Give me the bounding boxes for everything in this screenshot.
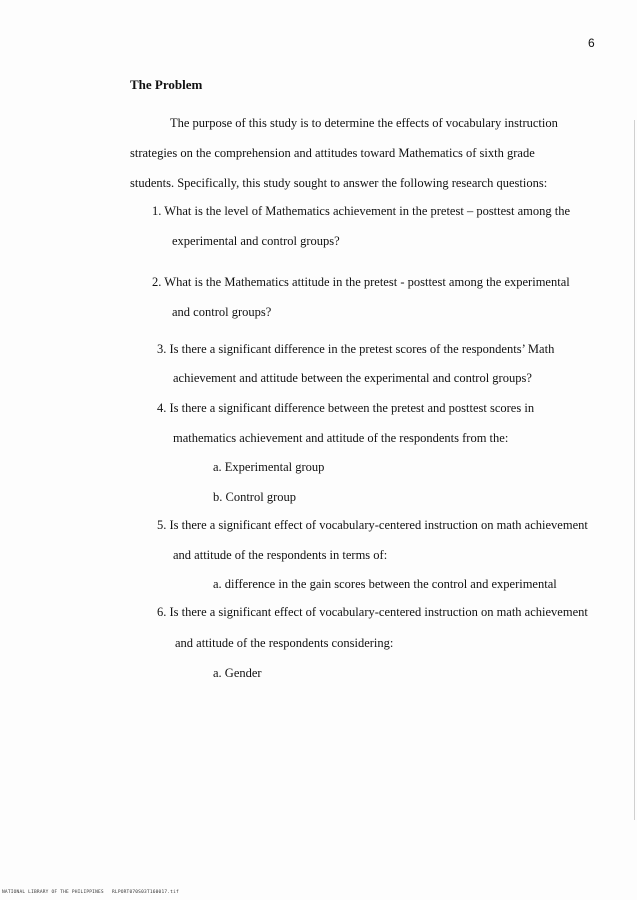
question-6-sub-a: a. Gender	[213, 666, 262, 680]
question-3-line-2: achievement and attitude between the experimental and control groups?	[173, 371, 532, 385]
page-number: 6	[588, 36, 595, 50]
question-6-line-1: 6. Is there a significant effect of vocabulary-centered instruction on math achievement	[157, 605, 588, 619]
intro-line-3: students. Specifically, this study sought to answer the following research questions:	[130, 176, 548, 190]
footer-library-label: NATIONAL LIBRARY OF THE PHILIPPINES	[2, 890, 104, 895]
question-2-line-1: 2. What is the Mathematics attitude in the pretest - posttest among the experimental	[152, 275, 570, 289]
intro-line-1: The purpose of this study is to determine the effects of vocabulary instruction	[170, 116, 558, 130]
question-4-sub-a: a. Experimental group	[213, 460, 325, 474]
question-5-line-2: and attitude of the respondents in terms of:	[173, 548, 388, 562]
question-4-line-2: mathematics achievement and attitude of the respondents from the:	[173, 431, 509, 445]
question-5-line-1: 5. Is there a significant effect of vocabulary-centered instruction on math achievement	[157, 518, 588, 532]
question-3-line-1: 3. Is there a significant difference in the pretest scores of the respondents’ Math	[157, 342, 555, 356]
intro-line-2: strategies on the comprehension and attitudes toward Mathematics of sixth grade	[130, 146, 535, 160]
section-heading: The Problem	[130, 77, 203, 92]
question-1-line-1: 1. What is the level of Mathematics achievement in the pretest – posttest among the	[152, 204, 571, 218]
question-4-sub-b: b. Control group	[213, 490, 296, 504]
question-1-line-2: experimental and control groups?	[172, 234, 340, 248]
page-edge-line	[634, 120, 635, 820]
question-5-sub-a: a. difference in the gain scores between the control and experimental	[213, 577, 557, 591]
question-6-line-2: and attitude of the respondents considering:	[175, 636, 394, 650]
question-2-line-2: and control groups?	[172, 305, 272, 319]
footer-file-label: RLPORT070S03T160017.tif	[112, 890, 179, 895]
question-4-line-1: 4. Is there a significant difference between the pretest and posttest scores in	[157, 401, 535, 415]
